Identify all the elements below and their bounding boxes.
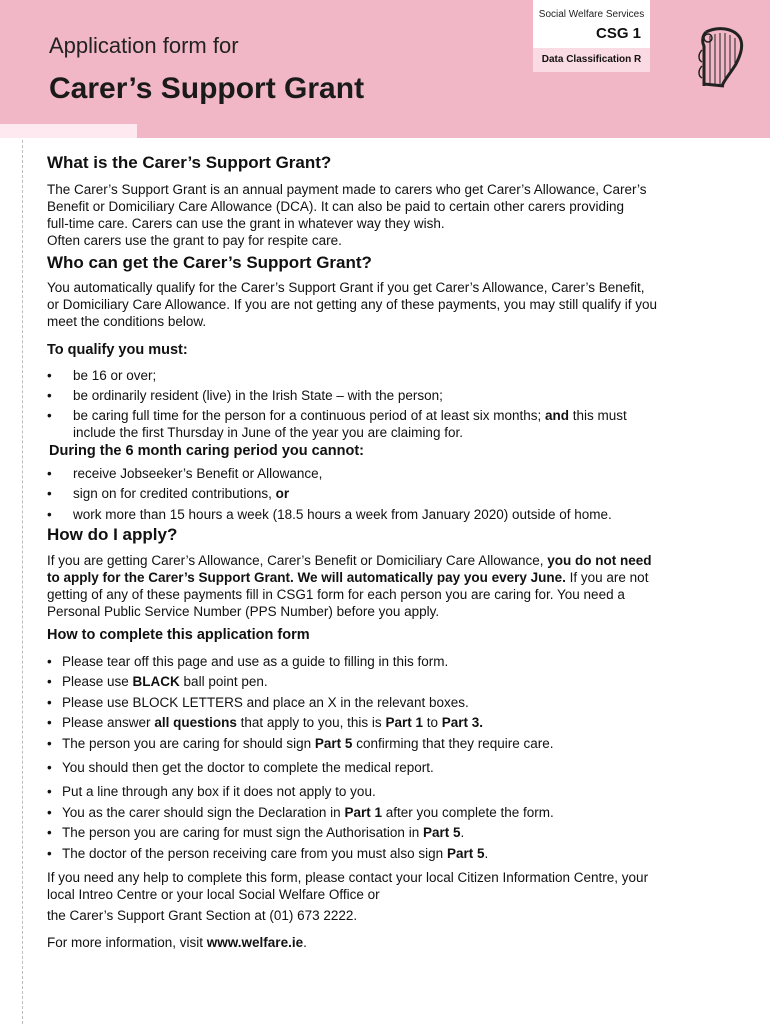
who-paragraph <box>47 279 737 330</box>
list-item-text: The doctor of the person receiving care from you must also sign Part 5. <box>62 846 489 861</box>
bullet: • <box>47 466 52 481</box>
list-item-text: The person you are caring for must sign the Authorisation in Part 5. <box>62 825 465 840</box>
list-item-text: be caring full time for the person for a continuous period of at least six months; and this must include the first Thursday in June of the year you are claiming for. <box>73 408 627 440</box>
list-item-text: Please use BLOCK LETTERS and place an X in the relevant boxes. <box>62 695 469 710</box>
list-item-text: receive Jobseeker’s Benefit or Allowance, <box>73 466 323 481</box>
bullet: • <box>47 654 52 669</box>
form-title: Carer’s Support Grant <box>49 72 365 105</box>
header-band <box>0 0 770 138</box>
bullet: • <box>47 507 52 522</box>
data-classification: Data Classification R <box>541 54 642 65</box>
list-item-text: Please tear off this page and use as a guide to filling in this form. <box>62 654 449 669</box>
bullet: • <box>47 715 52 730</box>
website-link[interactable]: www.welfare.ie <box>206 935 304 950</box>
form-subtitle: Application form for <box>49 33 239 58</box>
bullet: • <box>47 736 52 751</box>
bullet: • <box>47 695 52 710</box>
bullet: • <box>47 486 52 501</box>
text-line: to apply for the Carer’s Support Grant. We will automatically pay you every June. If you are not <box>47 570 649 585</box>
list-item-text: Please answer all questions that apply to you, this is Part 1 to Part 3. <box>62 715 484 730</box>
section-heading-apply: How do I apply? <box>47 525 178 544</box>
tear-off-line <box>22 140 23 1024</box>
during-heading: During the 6 month caring period you cannot: <box>49 443 364 459</box>
text-line: Benefit or Domiciliary Care Allowance (DCA). It can also be paid to certain other carers providing <box>47 199 625 214</box>
header-notch <box>0 124 137 138</box>
text-line: If you need any help to complete this form, please contact your local Citizen Information Centre, your <box>47 870 649 885</box>
list-item-text: be ordinarily resident (live) in the Irish State – with the person; <box>73 388 443 403</box>
text-line: You automatically qualify for the Carer’s Support Grant if you get Carer’s Allowance, Carer’s Benefit, <box>47 280 645 295</box>
what-paragraph <box>47 181 737 249</box>
list-item-text: The person you are caring for should sign Part 5 confirming that they require care. <box>62 736 554 751</box>
bullet: • <box>47 408 52 423</box>
text-line: meet the conditions below. <box>47 314 207 329</box>
text-line: local Intreo Centre or your local Social Welfare Office or <box>47 887 380 902</box>
complete-heading: How to complete this application form <box>47 627 310 643</box>
bullet: • <box>47 805 52 820</box>
text-line: or Domiciliary Care Allowance. If you are not getting any of these payments, you may still qualify if you <box>47 297 658 312</box>
text-line: getting of any of these payments fill in CSG1 form for each person you are caring for. You need a <box>47 587 625 602</box>
list-item-text: You should then get the doctor to complete the medical report. <box>62 760 434 775</box>
text-line: The Carer’s Support Grant is an annual payment made to carers who get Carer’s Allowance, Carer’s <box>47 182 647 197</box>
list-item-text: You as the carer should sign the Declaration in Part 1 after you complete the form. <box>62 805 554 820</box>
list-item-text: work more than 15 hours a week (18.5 hours a week from January 2020) outside of home. <box>73 507 612 522</box>
bullet: • <box>47 674 52 689</box>
bullet: • <box>47 846 52 861</box>
bullet: • <box>47 825 52 840</box>
bullet: • <box>47 784 52 799</box>
help-paragraph <box>47 869 737 903</box>
more-info: For more information, visit www.welfare.ie. <box>47 935 307 950</box>
bullet: • <box>47 368 52 383</box>
section-heading-who: Who can get the Carer’s Support Grant? <box>47 253 372 272</box>
list-item-text: sign on for credited contributions, or <box>73 486 290 501</box>
list-item-text: Please use BLACK ball point pen. <box>62 674 268 689</box>
department-name: Social Welfare Services <box>538 9 645 20</box>
text-line: full-time care. Carers can use the grant in whatever way they wish. <box>47 216 445 231</box>
text-line: Personal Public Service Number (PPS Number) before you apply. <box>47 604 440 619</box>
text-line: Often carers use the grant to pay for respite care. <box>47 233 342 248</box>
section-heading-what: What is the Carer’s Support Grant? <box>47 153 332 172</box>
help-phone: the Carer’s Support Grant Section at (01) 673 2222. <box>47 908 358 923</box>
list-item-text: Put a line through any box if it does not apply to you. <box>62 784 376 799</box>
qualify-heading: To qualify you must: <box>47 342 188 358</box>
form-code: CSG 1 <box>595 25 641 42</box>
apply-paragraph <box>47 552 737 620</box>
text-line: If you are getting Carer’s Allowance, Carer’s Benefit or Domiciliary Care Allowance, you do not need <box>47 553 652 568</box>
bullet: • <box>47 760 52 775</box>
harp-icon <box>696 26 744 90</box>
bullet: • <box>47 388 52 403</box>
list-item-text: be 16 or over; <box>73 368 157 383</box>
